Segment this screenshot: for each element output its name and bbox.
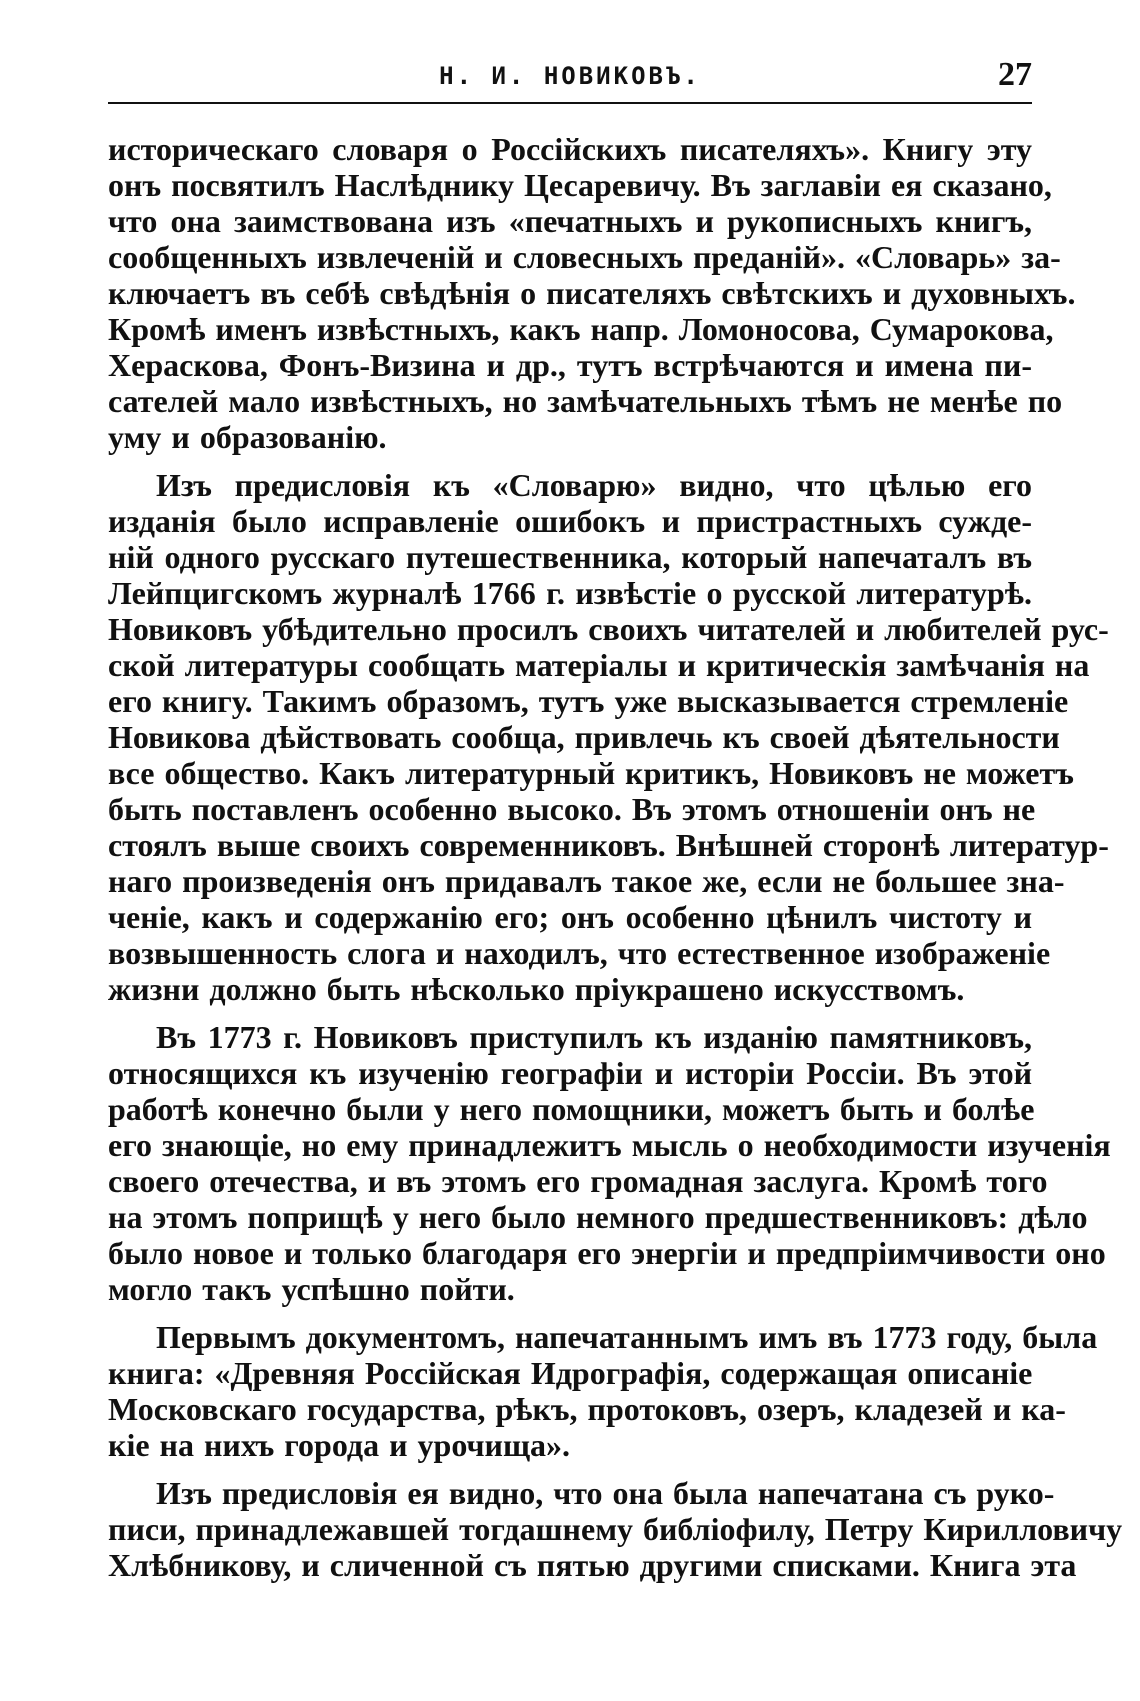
text-line: уму и образованію. [108, 419, 387, 455]
text-line: ній одного русскаго путешественника, который напечаталъ въ [108, 539, 1032, 575]
running-title: Н. И. НОВИКОВЪ. [439, 62, 701, 90]
text-line: быть поставленъ особенно высоко. Въ этомъ отношеніи онъ не [108, 791, 1036, 827]
text-line: сателей мало извѣстныхъ, но замѣчательныхъ тѣмъ не менѣе по [108, 383, 1063, 419]
book-page [108, 52, 1123, 1583]
text-line: кіе на нихъ города и урочища». [108, 1427, 570, 1463]
text-line: стоялъ выше своихъ современниковъ. Внѣшней сторонѣ литератур- [108, 827, 1109, 863]
text-line: Новикова дѣйствовать сообща, привлечь къ своей дѣятельности [108, 719, 1060, 755]
text-line: ключаетъ въ себѣ свѣдѣнія о писателяхъ свѣтскихъ и духовныхъ. [108, 275, 1076, 311]
page-number: 27 [998, 56, 1032, 93]
text-line: Новиковъ убѣдительно просилъ своихъ читателей и любителей рус- [108, 611, 1109, 647]
text-line: Хераскова, Фонъ-Визина и др., тутъ встрѣчаются и имена пи- [108, 347, 1032, 383]
paragraph-5 [108, 1475, 1123, 1583]
text-line: могло такъ успѣшно пойти. [108, 1271, 515, 1307]
text-line: книга: «Древняя Россійская Идрографія, содержащая описаніе [108, 1355, 1033, 1391]
text-line: относящихся къ изученію географіи и исторіи Россіи. Въ этой [108, 1055, 1032, 1091]
paragraph-4 [108, 1319, 1098, 1463]
paragraph-gap [108, 1463, 1032, 1475]
paragraph-1 [108, 131, 1076, 455]
text-line: сообщенныхъ извлеченій и словесныхъ преданій». «Словарь» за- [108, 239, 1061, 275]
text-line: жизни должно быть нѣсколько пріукрашено искусствомъ. [108, 971, 965, 1007]
text-line: было новое и только благодаря его энергіи и предпріимчивости оно [108, 1235, 1106, 1271]
text-line: Изъ предисловія ея видно, что она была напечатана съ руко- [156, 1475, 1055, 1511]
main-text [108, 131, 1123, 1583]
text-line: ченіе, какъ и содержанію его; онъ особенно цѣнилъ чистоту и [108, 899, 1032, 935]
text-line: Хлѣбникову, и сличенной съ пятью другими списками. Книга эта [108, 1547, 1077, 1583]
text-line: историческаго словаря о Россійскихъ писателяхъ». Книгу эту [108, 131, 1032, 167]
paragraph-gap [108, 1007, 1032, 1019]
text-line: что она заимствована изъ «печатныхъ и рукописныхъ книгъ, [108, 203, 1032, 239]
paragraph-gap [108, 455, 1032, 467]
text-line: Кромѣ именъ извѣстныхъ, какъ напр. Ломоносова, Сумарокова, [108, 311, 1054, 347]
text-line: его знающіе, но ему принадлежитъ мысль о необходимости изученія [108, 1127, 1111, 1163]
text-line: Первымъ документомъ, напечатаннымъ имъ въ 1773 году, была [156, 1319, 1098, 1355]
text-line: писи, принадлежавшей тогдашнему библіофилу, Петру Кирилловичу [108, 1511, 1123, 1547]
text-line: возвышенность слога и находилъ, что естественное изображеніе [108, 935, 1051, 971]
paragraph-3 [108, 1019, 1111, 1307]
text-line: ской литературы сообщать матеріалы и критическія замѣчанія на [108, 647, 1090, 683]
paragraph-2 [108, 467, 1109, 1007]
text-line: наго произведенія онъ придавалъ такое же, если не большее зна- [108, 863, 1065, 899]
text-line: изданія было исправленіе ошибокъ и пристрастныхъ сужде- [108, 503, 1032, 539]
paragraph-gap [108, 1307, 1032, 1319]
text-line: Изъ предисловія къ «Словарю» видно, что цѣлью его [156, 467, 1032, 503]
running-head [108, 52, 1032, 104]
text-line: все общество. Какъ литературный критикъ, Новиковъ не можетъ [108, 755, 1074, 791]
text-line: своего отечества, и въ этомъ его громадная заслуга. Кромѣ того [108, 1163, 1048, 1199]
text-line: его книгу. Такимъ образомъ, тутъ уже высказывается стремленіе [108, 683, 1069, 719]
text-line: Лейпцигскомъ журналѣ 1766 г. извѣстіе о русской литературѣ. [108, 575, 1032, 611]
text-line: онъ посвятилъ Наслѣднику Цесаревичу. Въ заглавіи ея сказано, [108, 167, 1052, 203]
text-line: на этомъ поприщѣ у него было немного предшественниковъ: дѣло [108, 1199, 1088, 1235]
text-line: Московскаго государства, рѣкъ, протоковъ, озеръ, кладезей и ка- [108, 1391, 1066, 1427]
text-line: Въ 1773 г. Новиковъ приступилъ къ изданію памятниковъ, [156, 1019, 1032, 1055]
text-line: работѣ конечно были у него помощники, можетъ быть и болѣе [108, 1091, 1035, 1127]
